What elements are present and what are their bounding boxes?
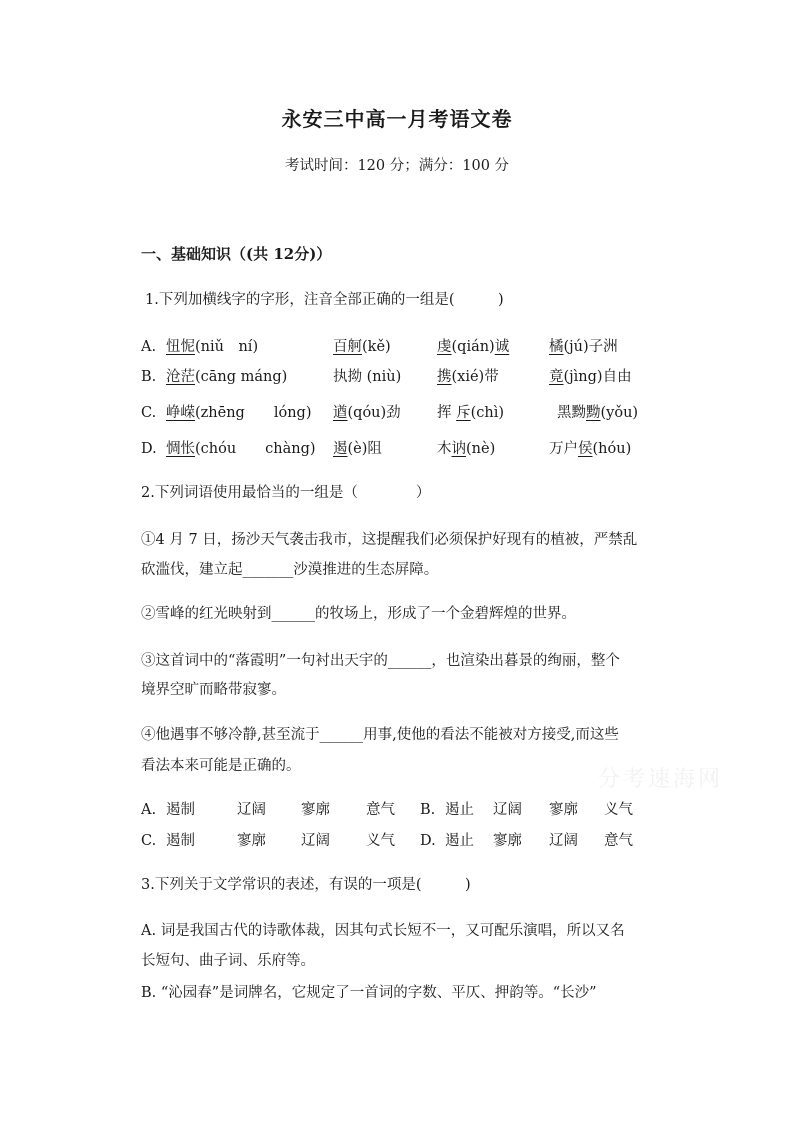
pinyin: (qóu)劲: [347, 405, 401, 421]
pinyin: (hóu): [592, 441, 632, 457]
option-label: C.: [141, 405, 157, 421]
underlined-word: 诚: [494, 339, 510, 355]
q3-option-a-line-1: A. 词是我国古代的诗歌体裁，因其句式长短不一，又可配乐演唱，所以又名: [141, 923, 625, 939]
option-word: 义气: [604, 802, 633, 818]
section-heading: 一、基础知识（(共 12分)）: [141, 245, 332, 263]
underlined-word: 遏: [333, 441, 348, 457]
option-word: 寥廓: [549, 802, 578, 818]
option-word: 辽阔: [237, 802, 266, 818]
question-1-stem: 1.下列加横线字的字形，注音全部正确的一组是( ): [145, 292, 504, 308]
option-word: 义气: [366, 833, 395, 849]
option-word: 辽阔: [301, 833, 330, 849]
option-label: B.: [420, 802, 436, 818]
q3-option-b-line-1: B. “沁园春”是词牌名，它规定了一首词的字数、平仄、押韵等。“长沙”: [141, 985, 597, 1001]
pinyin: (chóu chàng): [195, 441, 316, 457]
option-word: 意气: [366, 802, 395, 818]
pinyin: (jú)子洲: [563, 339, 618, 355]
option-label: C.: [141, 833, 157, 849]
watermark: 分考速海网: [598, 767, 724, 792]
exam-info: 考试时间：120 分；满分：100 分: [284, 158, 510, 174]
option-word: 遏止: [445, 833, 474, 849]
q3-option-a-line-2: 长短句、曲子词、乐府等。: [141, 953, 315, 969]
pinyin: (qián): [451, 339, 495, 355]
question-2-stem: 2.下列词语使用最恰当的一组是（ ）: [141, 485, 431, 501]
option-label: B.: [141, 369, 157, 385]
option-label: A.: [141, 802, 157, 818]
pinyin: (chì): [470, 405, 505, 421]
underlined-word: 讷: [451, 441, 466, 457]
page-title: 永安三中高一月考语文卷: [281, 107, 513, 131]
underlined-word: 遒: [333, 405, 348, 421]
underlined-word: 斥: [456, 405, 471, 421]
pinyin: (yǒu): [600, 405, 639, 421]
pinyin: (xié)带: [451, 369, 499, 385]
underlined-word: 忸怩: [166, 339, 195, 355]
option-word: 遏止: [445, 802, 474, 818]
underlined-word: 侯: [578, 441, 593, 457]
option-word: 辽阔: [549, 833, 578, 849]
word-pinyin: 执拗 (niù): [333, 369, 402, 385]
underlined-word: 沧茫: [166, 369, 195, 385]
option-label: D.: [420, 833, 436, 849]
underlined-word: 百舸: [333, 339, 362, 355]
prefix: 万户: [549, 441, 578, 457]
prefix: 挥: [437, 405, 457, 421]
option-label: D.: [141, 441, 157, 457]
pinyin: (jìng)自由: [563, 369, 632, 385]
pinyin: (cāng máng): [195, 369, 288, 385]
pinyin: (nè): [466, 441, 496, 457]
underlined-word: 黝: [586, 405, 601, 421]
q2-sentence-3-line-1: ③这首词中的“落霞明”一句衬出天宇的______，也渲染出暮景的绚丽，整个: [141, 653, 620, 669]
prefix: 木: [437, 441, 452, 457]
q2-sentence-1-line-1: ①4 月 7 日，扬沙天气袭击我市，这提醒我们必须保护好现有的植被，严禁乱: [141, 532, 638, 548]
q2-sentence-3-line-2: 境界空旷而略带寂寥。: [141, 682, 286, 698]
q2-sentence-4-line-2: 看法本来可能是正确的。: [141, 758, 301, 774]
underlined-word: 虔: [437, 339, 452, 355]
option-word: 辽阔: [493, 802, 522, 818]
option-word: 寥廓: [301, 802, 330, 818]
q2-sentence-4-line-1: ④他遇事不够冷静,甚至流于______用事,使他的看法不能被对方接受,而这些: [141, 727, 619, 743]
underlined-word: 橘: [549, 339, 564, 355]
underlined-word: 峥嵘: [166, 405, 195, 421]
underlined-word: 竟: [549, 369, 564, 385]
pinyin: (niǔ ní): [195, 339, 259, 355]
pinyin: (zhēng lóng): [195, 405, 312, 421]
underlined-word: 惆怅: [166, 441, 195, 457]
option-word: 寥廓: [237, 833, 266, 849]
option-word: 遏制: [166, 833, 195, 849]
option-word: 寥廓: [493, 833, 522, 849]
option-word: 遏制: [166, 802, 195, 818]
question-3-stem: 3.下列关于文学常识的表述，有误的一项是( ): [141, 877, 471, 893]
q2-sentence-1-line-2: 砍滥伐，建立起_______沙漠推进的生态屏障。: [141, 562, 439, 578]
pinyin: (kě): [362, 339, 391, 355]
option-label: A.: [141, 339, 157, 355]
pinyin: (è)阻: [347, 441, 382, 457]
q2-sentence-2: ②雪峰的红光映射到______的牧场上，形成了一个金碧辉煌的世界。: [141, 606, 576, 622]
underlined-word: 携: [437, 369, 452, 385]
option-word: 意气: [604, 833, 633, 849]
prefix: 黑黝: [557, 405, 586, 421]
